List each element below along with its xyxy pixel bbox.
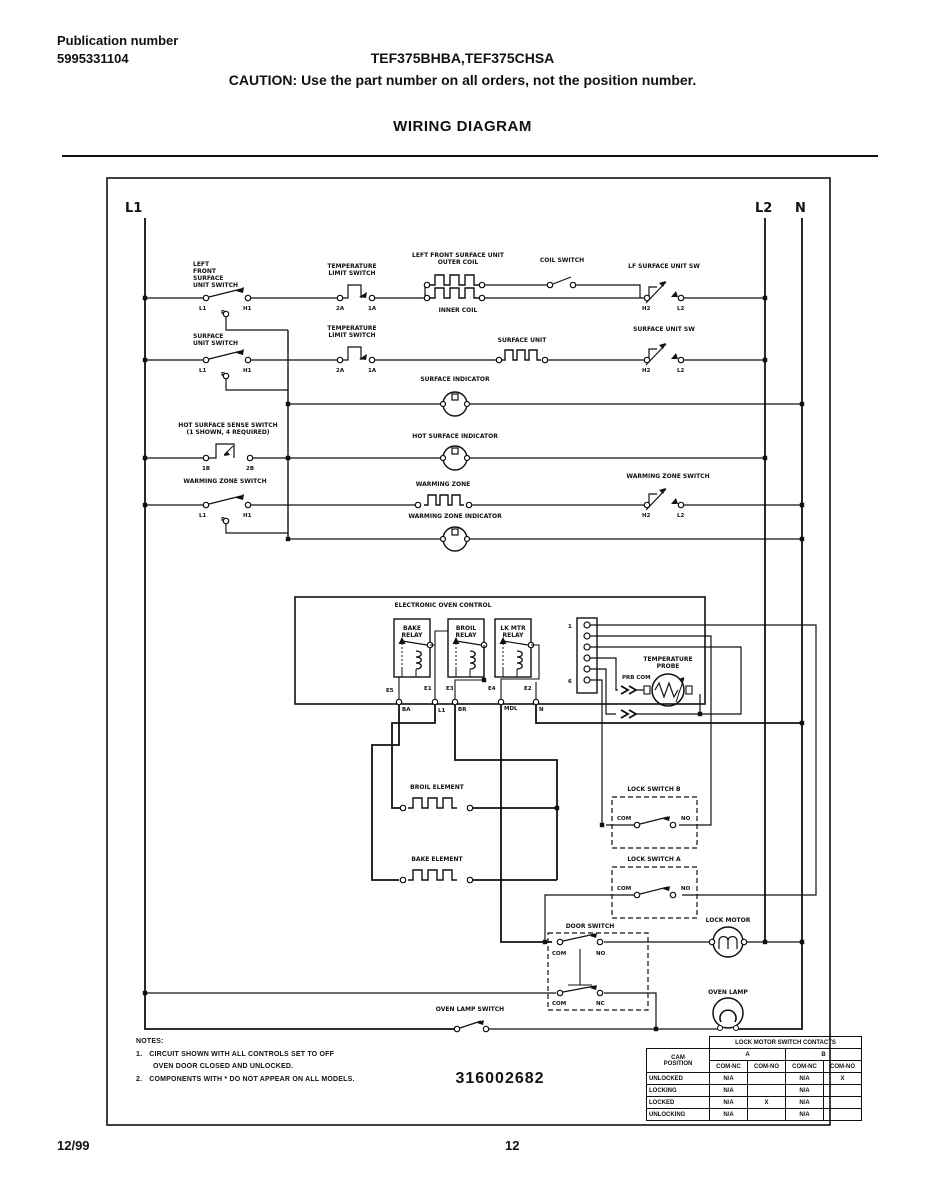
table-sub-b-no: COM-NO	[824, 1061, 862, 1073]
term-p: P	[221, 310, 226, 316]
label-warming-zone-switch-left: WARMING ZONE SWITCH	[183, 478, 267, 485]
circuit-surface-indicator	[286, 376, 804, 416]
label-lock-switch-b: LOCK SWITCH B	[627, 786, 681, 793]
term-e1: E1	[424, 686, 432, 692]
label-eoc: ELECTRONIC OVEN CONTROL	[394, 602, 492, 609]
note-1-text-cont: OVEN DOOR CLOSED AND UNLOCKED.	[153, 1063, 294, 1070]
label-temp-probe-1: TEMPERATURE	[643, 656, 693, 663]
label-lock-motor: LOCK MOTOR	[705, 917, 751, 924]
label-coil-switch: COIL SWITCH	[539, 257, 585, 264]
note-2-text: COMPONENTS WITH * DO NOT APPEAR ON ALL MODELS.	[149, 1075, 355, 1083]
label-temp-limit-2a: TEMPERATURE	[327, 325, 377, 332]
note-1-text: CIRCUIT SHOWN WITH ALL CONTROLS SET TO OFF	[149, 1050, 335, 1058]
table-title: LOCK MOTOR SWITCH CONTACTS	[710, 1037, 862, 1049]
lock-motor-switch-contacts-table	[646, 1036, 862, 1121]
term-2b: 2B	[246, 466, 255, 472]
term-no: NO	[681, 816, 691, 822]
label-broil-relay-2: RELAY	[455, 632, 477, 639]
lock-switch-a	[543, 856, 697, 944]
term-com: COM	[552, 1001, 567, 1007]
oven-element-wiring	[372, 705, 802, 942]
lock-motor	[706, 917, 805, 957]
term-com: COM	[617, 816, 632, 822]
table-row: LOCKED N/A X N/A	[647, 1097, 862, 1109]
label-temp-limit-1b: LIMIT SWITCH	[328, 270, 376, 277]
label-temp-limit-2b: LIMIT SWITCH	[328, 332, 376, 339]
table-col-a: A	[710, 1049, 786, 1061]
term-com: COM	[552, 951, 567, 957]
term-h1: H1	[243, 368, 252, 374]
label-oven-lamp-switch: OVEN LAMP SWITCH	[435, 1006, 505, 1013]
broil-element	[400, 784, 472, 811]
label-temp-probe-2: PROBE	[656, 663, 680, 670]
label-lf-switch-1: LEFT	[193, 261, 210, 268]
bus-label-l2: L2	[755, 201, 773, 216]
publication-number: 5995331104	[57, 51, 129, 66]
circuit-warming-zone-indicator	[286, 513, 804, 551]
temperature-probe	[622, 656, 693, 706]
circuit-left-front-surface-unit	[143, 252, 767, 330]
term-1b: 1B	[202, 466, 211, 472]
label-inner-coil: INNER COIL	[438, 307, 478, 314]
label-hot-surface-sense-2: (1 SHOWN, 4 REQUIRED)	[186, 429, 270, 436]
label-temp-limit-1a: TEMPERATURE	[327, 263, 377, 270]
label-surface-unit: SURFACE UNIT	[497, 337, 547, 344]
label-lk-mtr-relay-1: LK MTR	[500, 625, 526, 632]
label-broil-element: BROIL ELEMENT	[410, 784, 464, 791]
caution-text: CAUTION: Use the part number on all orders, not the position number.	[228, 72, 697, 88]
model-numbers: TEF375BHBA,TEF375CHSA	[370, 50, 555, 66]
table-row: UNLOCKED N/A N/A X	[647, 1073, 862, 1085]
label-lf-surface-unit: LEFT FRONT SURFACE UNIT	[412, 252, 504, 259]
label-lk-mtr-relay-2: RELAY	[502, 632, 524, 639]
label-surface-unit-sw: SURFACE UNIT SW	[633, 326, 695, 333]
publication-label: Publication number	[57, 33, 179, 48]
label-outer-coil: OUTER COIL	[437, 259, 479, 266]
asterisk-symbol: *	[224, 1075, 228, 1083]
term-p: P	[221, 372, 226, 378]
term-com: COM	[617, 886, 632, 892]
label-oven-lamp: OVEN LAMP	[708, 989, 748, 996]
term-h1: H1	[243, 513, 252, 519]
label-bake-relay-2: RELAY	[401, 632, 423, 639]
term-p: P	[221, 517, 226, 523]
term-1a: 1A	[368, 368, 377, 374]
table-cam-header: CAM POSITION	[647, 1049, 710, 1073]
label-surface-switch-2: UNIT SWITCH	[193, 340, 238, 347]
label-surface-switch-1: SURFACE	[193, 333, 224, 340]
table-sub-a-no: COM-NO	[748, 1061, 786, 1073]
bus-label-n: N	[795, 201, 806, 216]
term-n: N	[539, 707, 544, 713]
term-e2: E2	[524, 686, 532, 692]
label-lf-surface-unit-sw: LF SURFACE UNIT SW	[628, 263, 700, 270]
connector-wiring	[590, 625, 816, 895]
term-pin6: 6	[568, 679, 572, 685]
label-hot-surface-sense-1: HOT SURFACE SENSE SWITCH	[178, 422, 278, 429]
page-title: WIRING DIAGRAM	[393, 118, 532, 135]
diagram-border	[107, 178, 830, 1125]
door-switch	[143, 923, 712, 1031]
term-h1: H1	[243, 306, 252, 312]
label-warming-zone-switch-right: WARMING ZONE SWITCH	[626, 473, 710, 480]
term-nc: NC	[596, 1001, 605, 1007]
bus-label-l1: L1	[125, 201, 143, 216]
eoc-connector	[568, 618, 597, 693]
label-broil-relay-1: BROIL	[455, 625, 477, 632]
table-col-b: B	[786, 1049, 862, 1061]
term-2a: 2A	[336, 306, 345, 312]
table-sub-b-nc: COM-NC	[786, 1061, 824, 1073]
term-l2: L2	[677, 306, 685, 312]
circuit-warming-zone	[143, 473, 804, 533]
label-door-switch: DOOR SWITCH	[565, 923, 615, 930]
term-no: NO	[681, 886, 691, 892]
term-l2: L2	[677, 513, 685, 519]
term-mdl: MDL	[504, 706, 518, 712]
label-hot-surface-indicator: HOT SURFACE INDICATOR	[412, 433, 498, 440]
label-surface-indicator: SURFACE INDICATOR	[420, 376, 490, 383]
term-ba: BA	[402, 707, 411, 713]
label-lf-switch-4: UNIT SWITCH	[193, 282, 238, 289]
bake-element	[400, 856, 472, 883]
label-lf-switch-2: FRONT	[193, 268, 216, 275]
label-warming-zone-indicator: WARMING ZONE INDICATOR	[408, 513, 502, 520]
table-row: LOCKING N/A N/A	[647, 1085, 862, 1097]
label-lock-switch-a: LOCK SWITCH A	[627, 856, 681, 863]
term-no: NO	[596, 951, 606, 957]
diagram-part-number: 316002682	[455, 1070, 545, 1087]
note-2-number: 2.	[136, 1075, 143, 1083]
label-bake-element: BAKE ELEMENT	[411, 856, 463, 863]
term-l2: L2	[677, 368, 685, 374]
term-e3: E3	[446, 686, 454, 692]
footer-page-number: 12	[505, 1138, 520, 1153]
label-bake-relay-1: BAKE	[403, 625, 421, 632]
term-e5: E5	[386, 688, 394, 694]
term-h2: H2	[642, 368, 651, 374]
table-sub-a-nc: COM-NC	[710, 1061, 748, 1073]
circuit-hot-surface	[143, 422, 767, 472]
term-h2: H2	[642, 513, 651, 519]
term-pin1: 1	[568, 624, 572, 630]
term-1a: 1A	[368, 306, 377, 312]
term-e4: E4	[488, 686, 496, 692]
label-warming-zone: WARMING ZONE	[415, 481, 471, 488]
term-2a: 2A	[336, 368, 345, 374]
note-1-number: 1.	[136, 1050, 143, 1058]
term-l1: L1	[199, 513, 207, 519]
footer-date: 12/99	[57, 1138, 90, 1153]
term-l1: L1	[199, 368, 207, 374]
electronic-oven-control	[295, 597, 705, 714]
term-l1: L1	[438, 708, 446, 714]
power-buses	[145, 218, 802, 1029]
notes-heading: NOTES:	[136, 1038, 164, 1045]
label-prb-com: PRB COM	[622, 675, 651, 681]
label-lf-switch-3: SURFACE	[193, 275, 224, 282]
term-br: BR	[458, 707, 467, 713]
lock-switch-b	[612, 786, 697, 848]
term-l1: L1	[199, 306, 207, 312]
table-row: UNLOCKING N/A N/A	[647, 1109, 862, 1121]
term-h2: H2	[642, 306, 651, 312]
